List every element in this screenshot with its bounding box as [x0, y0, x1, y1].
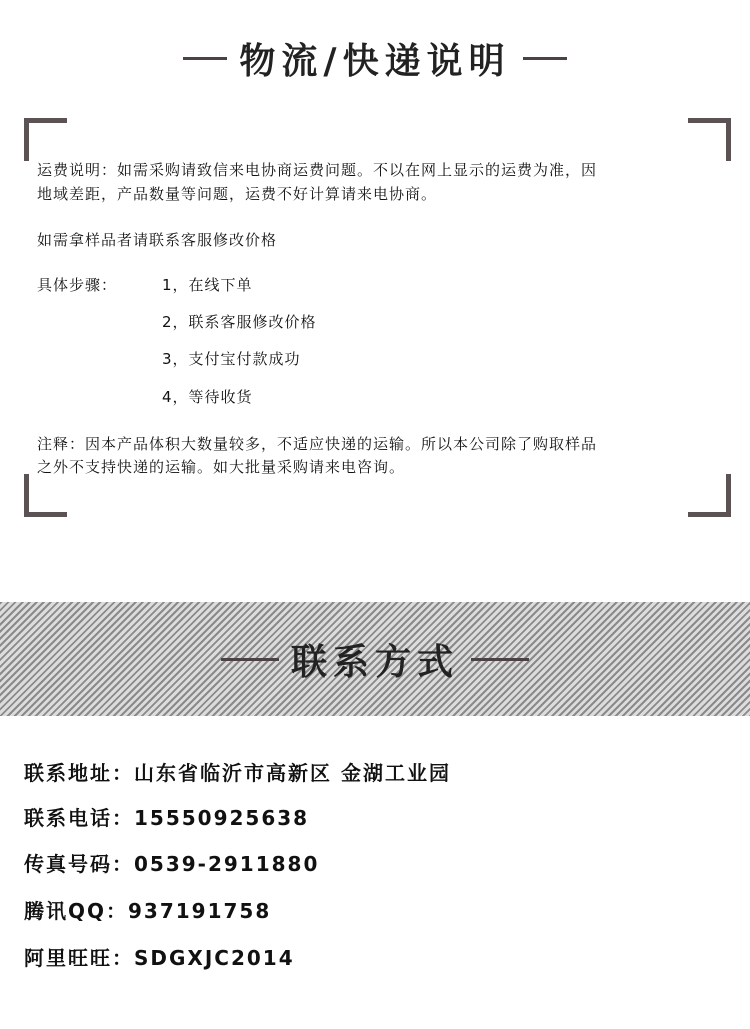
shipping-note-line2: 之外不支持快递的运输。如大批量采购请来电咨询。 [37, 458, 406, 476]
step-item-3: 3，支付宝付款成功 [162, 350, 301, 368]
contact-phone[interactable]: 联系电话：15550925638 [24, 806, 310, 830]
shipping-fee-text-line1: 运费说明：如需采购请致信来电协商运费问题。不以在网上显示的运费为准，因 [37, 161, 598, 179]
title-dash-right [523, 57, 567, 60]
frame-corner-top-left [24, 118, 67, 161]
frame-corner-bottom-left [24, 474, 67, 517]
steps-label: 具体步骤： [37, 276, 118, 294]
contact-title: 联系方式 [290, 641, 459, 683]
step-item-4: 4，等待收货 [162, 388, 253, 406]
contact-dash-right [471, 658, 529, 661]
shipping-fee-text-line2: 地域差距，产品数量等问题，运费不好计算请来电协商。 [37, 185, 438, 203]
contact-fax: 传真号码：0539-2911880 [24, 852, 320, 876]
step-item-2: 2，联系客服修改价格 [162, 313, 317, 331]
frame-corner-bottom-right [688, 474, 731, 517]
shipping-note-line1: 注释：因本产品体积大数量较多，不适应快递的运输。所以本公司除了购取样品 [37, 435, 598, 453]
step-item-1: 1，在线下单 [162, 276, 253, 294]
contact-dash-left [221, 658, 279, 661]
contact-header [0, 630, 750, 688]
sample-note: 如需拿样品者请联系客服修改价格 [37, 231, 278, 249]
contact-wangwang[interactable]: 阿里旺旺：SDGXJC2014 [24, 946, 295, 970]
logistics-title: 物流/快递说明 [239, 40, 511, 82]
title-dash-left [183, 57, 227, 60]
logistics-header [0, 30, 750, 86]
frame-corner-top-right [688, 118, 731, 161]
contact-qq[interactable]: 腾讯QQ：937191758 [24, 899, 272, 923]
contact-address: 联系地址：山东省临沂市高新区 金湖工业园 [24, 761, 451, 785]
